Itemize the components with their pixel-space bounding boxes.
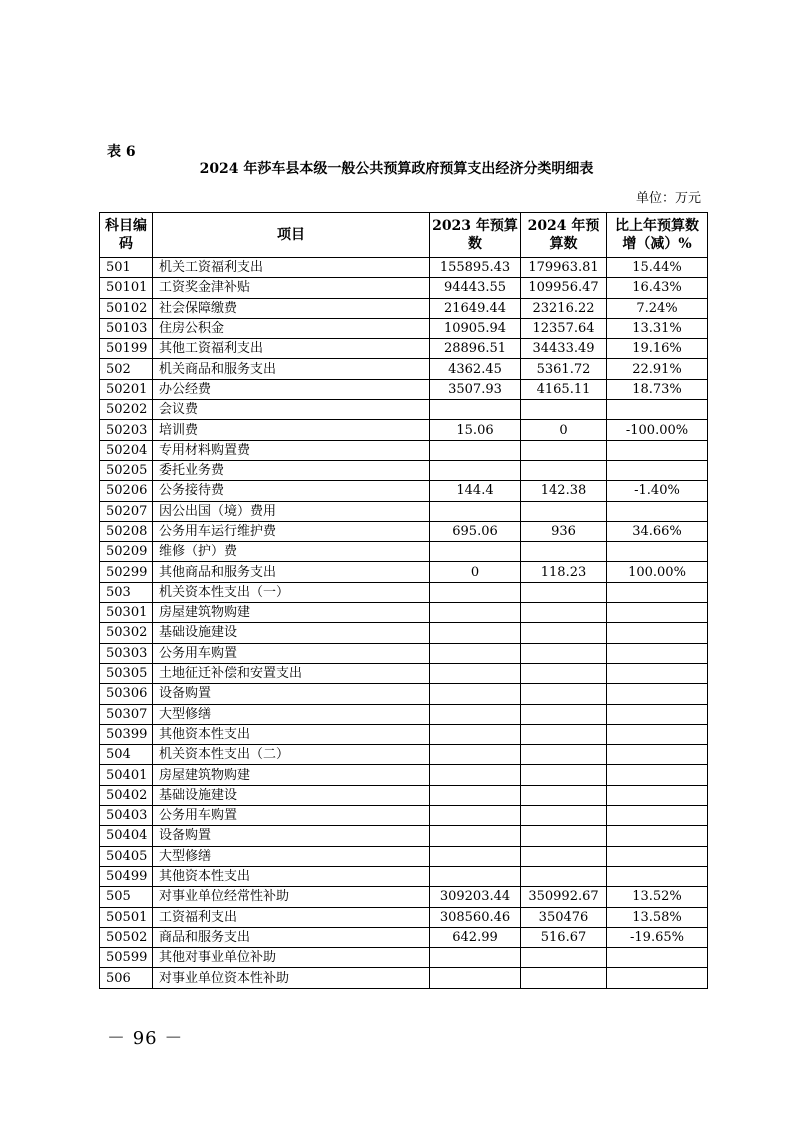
cell-code: 50207 — [100, 501, 153, 521]
cell-budget-2024 — [521, 684, 607, 704]
cell-change: 22.91% — [607, 359, 708, 379]
cell-change — [607, 400, 708, 420]
cell-code: 50401 — [100, 765, 153, 785]
cell-code: 503 — [100, 582, 153, 602]
table-row — [100, 460, 708, 480]
cell-code: 50203 — [100, 420, 153, 440]
cell-item: 商品和服务支出 — [153, 927, 430, 947]
cell-item: 工资奖金津补贴 — [153, 278, 430, 298]
cell-budget-2023 — [430, 460, 521, 480]
cell-budget-2024: 179963.81 — [521, 258, 607, 278]
cell-budget-2023: 3507.93 — [430, 379, 521, 399]
cell-code: 50199 — [100, 339, 153, 359]
cell-change: 100.00% — [607, 562, 708, 582]
cell-budget-2024 — [521, 846, 607, 866]
cell-item: 公务用车购置 — [153, 643, 430, 663]
cell-budget-2023 — [430, 806, 521, 826]
cell-item: 对事业单位资本性补助 — [153, 968, 430, 988]
cell-budget-2024: 350992.67 — [521, 887, 607, 907]
cell-budget-2024 — [521, 582, 607, 602]
header-item: 项目 — [153, 213, 430, 258]
cell-item: 公务用车购置 — [153, 806, 430, 826]
table-row — [100, 542, 708, 562]
cell-code: 50403 — [100, 806, 153, 826]
cell-item: 大型修缮 — [153, 846, 430, 866]
cell-code: 50103 — [100, 318, 153, 338]
cell-change — [607, 765, 708, 785]
cell-budget-2023 — [430, 866, 521, 886]
cell-budget-2024 — [521, 663, 607, 683]
cell-budget-2023 — [430, 400, 521, 420]
cell-code: 50405 — [100, 846, 153, 866]
cell-change — [607, 785, 708, 805]
cell-change: 13.52% — [607, 887, 708, 907]
cell-code: 50502 — [100, 927, 153, 947]
cell-item: 培训费 — [153, 420, 430, 440]
cell-budget-2023: 155895.43 — [430, 258, 521, 278]
cell-budget-2024: 118.23 — [521, 562, 607, 582]
cell-budget-2023 — [430, 745, 521, 765]
table-row — [100, 663, 708, 683]
cell-budget-2024 — [521, 765, 607, 785]
cell-item: 土地征迁补偿和安置支出 — [153, 663, 430, 683]
cell-item: 机关资本性支出（一） — [153, 582, 430, 602]
cell-budget-2023 — [430, 542, 521, 562]
cell-budget-2024 — [521, 785, 607, 805]
table-row — [100, 440, 708, 460]
table-row — [100, 806, 708, 826]
cell-budget-2024 — [521, 826, 607, 846]
cell-budget-2024 — [521, 501, 607, 521]
cell-budget-2023: 309203.44 — [430, 887, 521, 907]
cell-budget-2023: 28896.51 — [430, 339, 521, 359]
cell-item: 其他对事业单位补助 — [153, 948, 430, 968]
cell-budget-2024 — [521, 948, 607, 968]
cell-code: 50302 — [100, 623, 153, 643]
cell-change — [607, 501, 708, 521]
cell-budget-2023 — [430, 501, 521, 521]
cell-code: 50404 — [100, 826, 153, 846]
table-row — [100, 562, 708, 582]
cell-budget-2024: 4165.11 — [521, 379, 607, 399]
cell-budget-2024 — [521, 745, 607, 765]
cell-budget-2024 — [521, 440, 607, 460]
cell-item: 社会保障缴费 — [153, 298, 430, 318]
cell-item: 专用材料购置费 — [153, 440, 430, 460]
cell-budget-2024 — [521, 460, 607, 480]
table-row — [100, 603, 708, 623]
table-row — [100, 866, 708, 886]
table-label: 表 6 — [107, 144, 136, 160]
cell-change — [607, 663, 708, 683]
cell-change — [607, 866, 708, 886]
unit-label: 单位：万元 — [635, 191, 701, 206]
cell-code: 50206 — [100, 481, 153, 501]
table-row — [100, 623, 708, 643]
table-row — [100, 379, 708, 399]
cell-change — [607, 704, 708, 724]
table-row — [100, 745, 708, 765]
cell-change: 15.44% — [607, 258, 708, 278]
cell-budget-2024: 350476 — [521, 907, 607, 927]
cell-budget-2023: 642.99 — [430, 927, 521, 947]
cell-item: 公务接待费 — [153, 481, 430, 501]
cell-budget-2023 — [430, 785, 521, 805]
cell-item: 因公出国（境）费用 — [153, 501, 430, 521]
cell-change: 7.24% — [607, 298, 708, 318]
table-row — [100, 582, 708, 602]
table-row — [100, 927, 708, 947]
cell-budget-2024 — [521, 724, 607, 744]
cell-code: 50201 — [100, 379, 153, 399]
cell-budget-2024: 936 — [521, 521, 607, 541]
cell-change — [607, 440, 708, 460]
table-row — [100, 318, 708, 338]
cell-item: 房屋建筑物购建 — [153, 765, 430, 785]
header-change: 比上年预算数增（减）% — [607, 213, 708, 258]
cell-budget-2024: 12357.64 — [521, 318, 607, 338]
cell-item: 维修（护）费 — [153, 542, 430, 562]
table-row — [100, 826, 708, 846]
cell-item: 委托业务费 — [153, 460, 430, 480]
page-number: － 96 － — [107, 1028, 184, 1049]
cell-budget-2024: 142.38 — [521, 481, 607, 501]
cell-change — [607, 603, 708, 623]
table-row — [100, 948, 708, 968]
cell-item: 工资福利支出 — [153, 907, 430, 927]
cell-change: 18.73% — [607, 379, 708, 399]
cell-budget-2024 — [521, 400, 607, 420]
cell-item: 办公经费 — [153, 379, 430, 399]
cell-change — [607, 968, 708, 988]
header-budget-2024: 2024 年预算数 — [521, 213, 607, 258]
table-body — [100, 258, 708, 989]
cell-budget-2024: 0 — [521, 420, 607, 440]
cell-code: 50202 — [100, 400, 153, 420]
cell-change — [607, 724, 708, 744]
table-header-row — [100, 213, 708, 258]
table-row — [100, 278, 708, 298]
cell-code: 50307 — [100, 704, 153, 724]
cell-budget-2024 — [521, 623, 607, 643]
cell-code: 50306 — [100, 684, 153, 704]
cell-budget-2023: 15.06 — [430, 420, 521, 440]
cell-code: 50208 — [100, 521, 153, 541]
cell-item: 其他商品和服务支出 — [153, 562, 430, 582]
cell-item: 会议费 — [153, 400, 430, 420]
table-row — [100, 785, 708, 805]
cell-change — [607, 745, 708, 765]
cell-item: 公务用车运行维护费 — [153, 521, 430, 541]
table-row — [100, 724, 708, 744]
cell-change: 34.66% — [607, 521, 708, 541]
cell-change — [607, 542, 708, 562]
cell-code: 50102 — [100, 298, 153, 318]
cell-change — [607, 684, 708, 704]
cell-change — [607, 460, 708, 480]
cell-budget-2024 — [521, 643, 607, 663]
table-row — [100, 420, 708, 440]
cell-code: 50599 — [100, 948, 153, 968]
cell-item: 设备购置 — [153, 684, 430, 704]
cell-budget-2023: 308560.46 — [430, 907, 521, 927]
cell-change: -1.40% — [607, 481, 708, 501]
cell-item: 机关资本性支出（二） — [153, 745, 430, 765]
cell-code: 50399 — [100, 724, 153, 744]
cell-budget-2024 — [521, 968, 607, 988]
cell-item: 大型修缮 — [153, 704, 430, 724]
cell-code: 502 — [100, 359, 153, 379]
cell-code: 506 — [100, 968, 153, 988]
cell-change: 16.43% — [607, 278, 708, 298]
cell-code: 501 — [100, 258, 153, 278]
cell-item: 其他工资福利支出 — [153, 339, 430, 359]
header-code: 科目编码 — [100, 213, 153, 258]
cell-code: 50205 — [100, 460, 153, 480]
cell-change: 19.16% — [607, 339, 708, 359]
cell-item: 机关商品和服务支出 — [153, 359, 430, 379]
cell-code: 50499 — [100, 866, 153, 886]
cell-budget-2024: 5361.72 — [521, 359, 607, 379]
cell-item: 机关工资福利支出 — [153, 258, 430, 278]
table-row — [100, 400, 708, 420]
cell-code: 505 — [100, 887, 153, 907]
cell-change — [607, 643, 708, 663]
cell-budget-2024: 23216.22 — [521, 298, 607, 318]
table-row — [100, 339, 708, 359]
cell-change — [607, 846, 708, 866]
cell-item: 住房公积金 — [153, 318, 430, 338]
table-row — [100, 907, 708, 927]
cell-budget-2023 — [430, 948, 521, 968]
cell-budget-2023 — [430, 663, 521, 683]
cell-code: 50299 — [100, 562, 153, 582]
header-budget-2023: 2023 年预算数 — [430, 213, 521, 258]
cell-change: -19.65% — [607, 927, 708, 947]
cell-budget-2023: 144.4 — [430, 481, 521, 501]
table-row — [100, 704, 708, 724]
table-row — [100, 298, 708, 318]
cell-budget-2024 — [521, 704, 607, 724]
cell-code: 50501 — [100, 907, 153, 927]
cell-budget-2023: 94443.55 — [430, 278, 521, 298]
cell-budget-2024 — [521, 866, 607, 886]
cell-budget-2023 — [430, 684, 521, 704]
cell-change — [607, 948, 708, 968]
cell-budget-2024: 34433.49 — [521, 339, 607, 359]
cell-change: 13.58% — [607, 907, 708, 927]
document-title: 2024 年莎车县本级一般公共预算政府预算支出经济分类明细表 — [199, 161, 594, 177]
cell-budget-2023: 695.06 — [430, 521, 521, 541]
table-row — [100, 643, 708, 663]
cell-budget-2024 — [521, 806, 607, 826]
cell-budget-2023: 4362.45 — [430, 359, 521, 379]
cell-item: 基础设施建设 — [153, 785, 430, 805]
cell-change — [607, 582, 708, 602]
cell-code: 50402 — [100, 785, 153, 805]
cell-budget-2023: 10905.94 — [430, 318, 521, 338]
table-row — [100, 258, 708, 278]
cell-code: 50301 — [100, 603, 153, 623]
cell-budget-2023 — [430, 826, 521, 846]
cell-code: 504 — [100, 745, 153, 765]
cell-change — [607, 623, 708, 643]
cell-budget-2023 — [430, 765, 521, 785]
cell-budget-2023 — [430, 846, 521, 866]
cell-budget-2024: 109956.47 — [521, 278, 607, 298]
cell-change: 13.31% — [607, 318, 708, 338]
cell-budget-2023 — [430, 582, 521, 602]
cell-change: -100.00% — [607, 420, 708, 440]
cell-item: 基础设施建设 — [153, 623, 430, 643]
cell-budget-2023 — [430, 724, 521, 744]
cell-budget-2023 — [430, 440, 521, 460]
cell-item: 对事业单位经常性补助 — [153, 887, 430, 907]
table-row — [100, 887, 708, 907]
cell-item: 设备购置 — [153, 826, 430, 846]
cell-budget-2024 — [521, 542, 607, 562]
cell-budget-2024 — [521, 603, 607, 623]
cell-code: 50303 — [100, 643, 153, 663]
cell-budget-2023: 21649.44 — [430, 298, 521, 318]
table-row — [100, 765, 708, 785]
cell-budget-2024: 516.67 — [521, 927, 607, 947]
table-row — [100, 684, 708, 704]
cell-budget-2023 — [430, 603, 521, 623]
budget-table — [99, 212, 708, 989]
table-row — [100, 521, 708, 541]
cell-item: 房屋建筑物购建 — [153, 603, 430, 623]
cell-code: 50204 — [100, 440, 153, 460]
cell-code: 50209 — [100, 542, 153, 562]
table-row — [100, 501, 708, 521]
cell-code: 50101 — [100, 278, 153, 298]
table-row — [100, 968, 708, 988]
cell-budget-2023 — [430, 623, 521, 643]
cell-budget-2023 — [430, 643, 521, 663]
cell-item: 其他资本性支出 — [153, 724, 430, 744]
cell-item: 其他资本性支出 — [153, 866, 430, 886]
cell-change — [607, 826, 708, 846]
cell-budget-2023 — [430, 704, 521, 724]
cell-change — [607, 806, 708, 826]
cell-code: 50305 — [100, 663, 153, 683]
table-row — [100, 481, 708, 501]
table-row — [100, 846, 708, 866]
cell-budget-2023 — [430, 968, 521, 988]
cell-budget-2023: 0 — [430, 562, 521, 582]
table-row — [100, 359, 708, 379]
